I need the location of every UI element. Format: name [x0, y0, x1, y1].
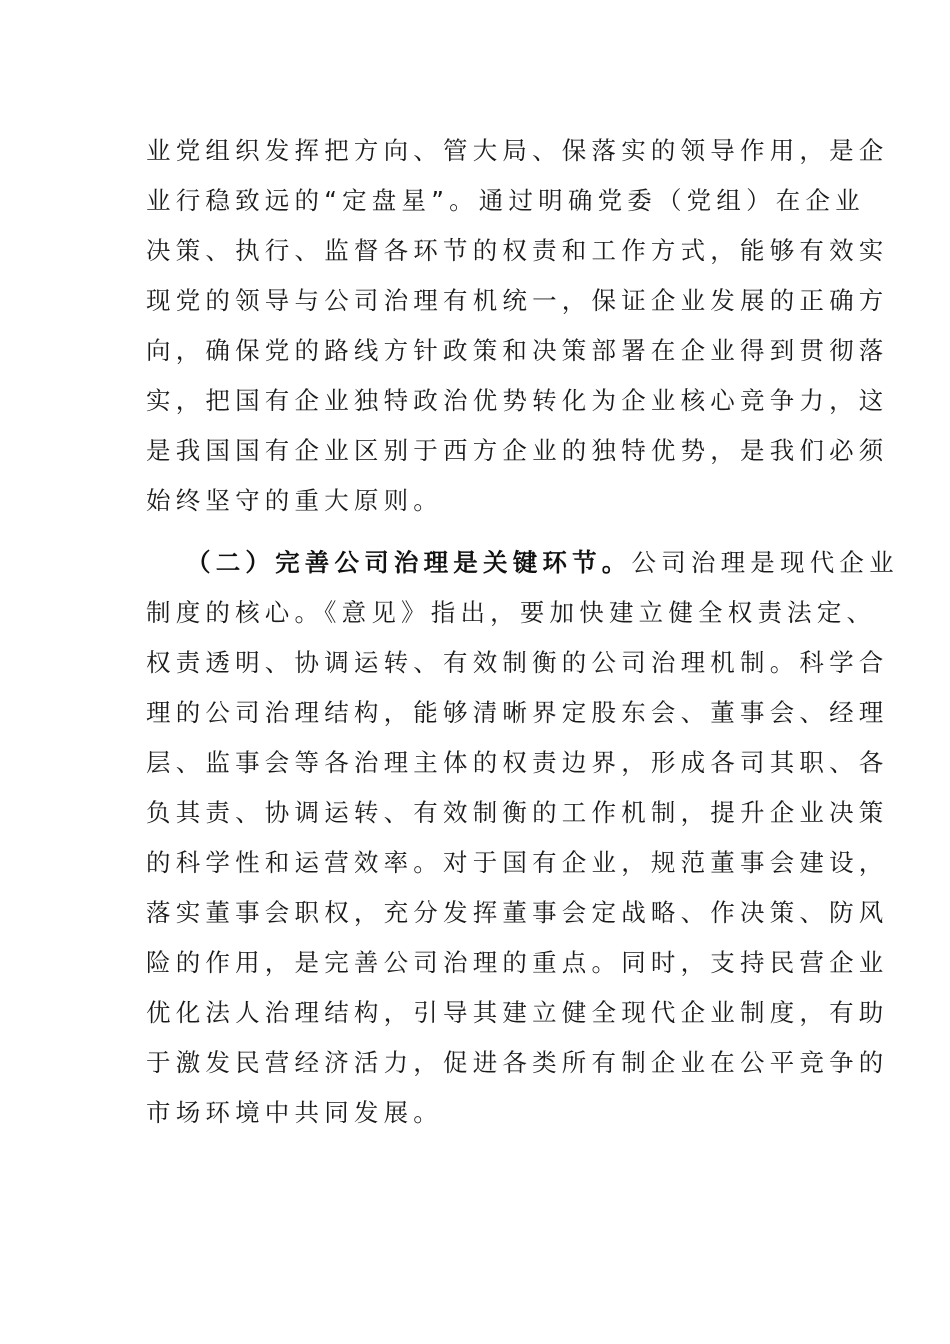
- paragraph-line: 向，确保党的路线方针政策和决策部署在企业得到贯彻落: [146, 336, 889, 365]
- paragraph-line: 落实董事会职权，充分发挥董事会定战略、作决策、防风: [146, 898, 889, 927]
- paragraph-line: 的科学性和运营效率。对于国有企业，规范董事会建设，: [146, 848, 889, 877]
- paragraph-line: 于激发民营经济活力，促进各类所有制企业在公平竞争的: [146, 1048, 889, 1077]
- paragraph-line: 决策、执行、监督各环节的权责和工作方式，能够有效实: [146, 236, 889, 265]
- paragraph-line: 是我国国有企业区别于西方企业的独特优势，是我们必须: [146, 436, 889, 465]
- paragraph-line: 制度的核心。《意见》指出，要加快建立健全权责法定、: [146, 598, 877, 627]
- paragraph-first-line: [186, 548, 899, 578]
- paragraph-line: 负其责、协调运转、有效制衡的工作机制，提升企业决策: [146, 798, 889, 827]
- paragraph-line: 层、监事会等各治理主体的权责边界，形成各司其职、各: [146, 748, 889, 777]
- section-heading: （二）完善公司治理是关键环节。: [186, 548, 632, 577]
- paragraph-line: 实，把国有企业独特政治优势转化为企业核心竞争力，这: [146, 386, 889, 415]
- paragraph-line: 现党的领导与公司治理有机统一，保证企业发展的正确方: [146, 286, 889, 315]
- paragraph-line: 始终坚守的重大原则。: [146, 486, 443, 515]
- paragraph-line: 险的作用，是完善公司治理的重点。同时，支持民营企业: [146, 948, 889, 977]
- paragraph-line: 业党组织发挥把方向、管大局、保落实的领导作用，是企: [146, 136, 889, 165]
- paragraph-line: 业行稳致远的“定盘星”。通过明确党委（党组）在企业: [146, 186, 865, 215]
- paragraph-line: 理的公司治理结构，能够清晰界定股东会、董事会、经理: [146, 698, 889, 727]
- paragraph-line: 权责透明、协调运转、有效制衡的公司治理机制。科学合: [146, 648, 889, 677]
- paragraph-line: 市场环境中共同发展。: [146, 1098, 443, 1127]
- paragraph-line: 优化法人治理结构，引导其建立健全现代企业制度，有助: [146, 998, 889, 1027]
- first-line-text: 公司治理是现代企业: [631, 548, 899, 577]
